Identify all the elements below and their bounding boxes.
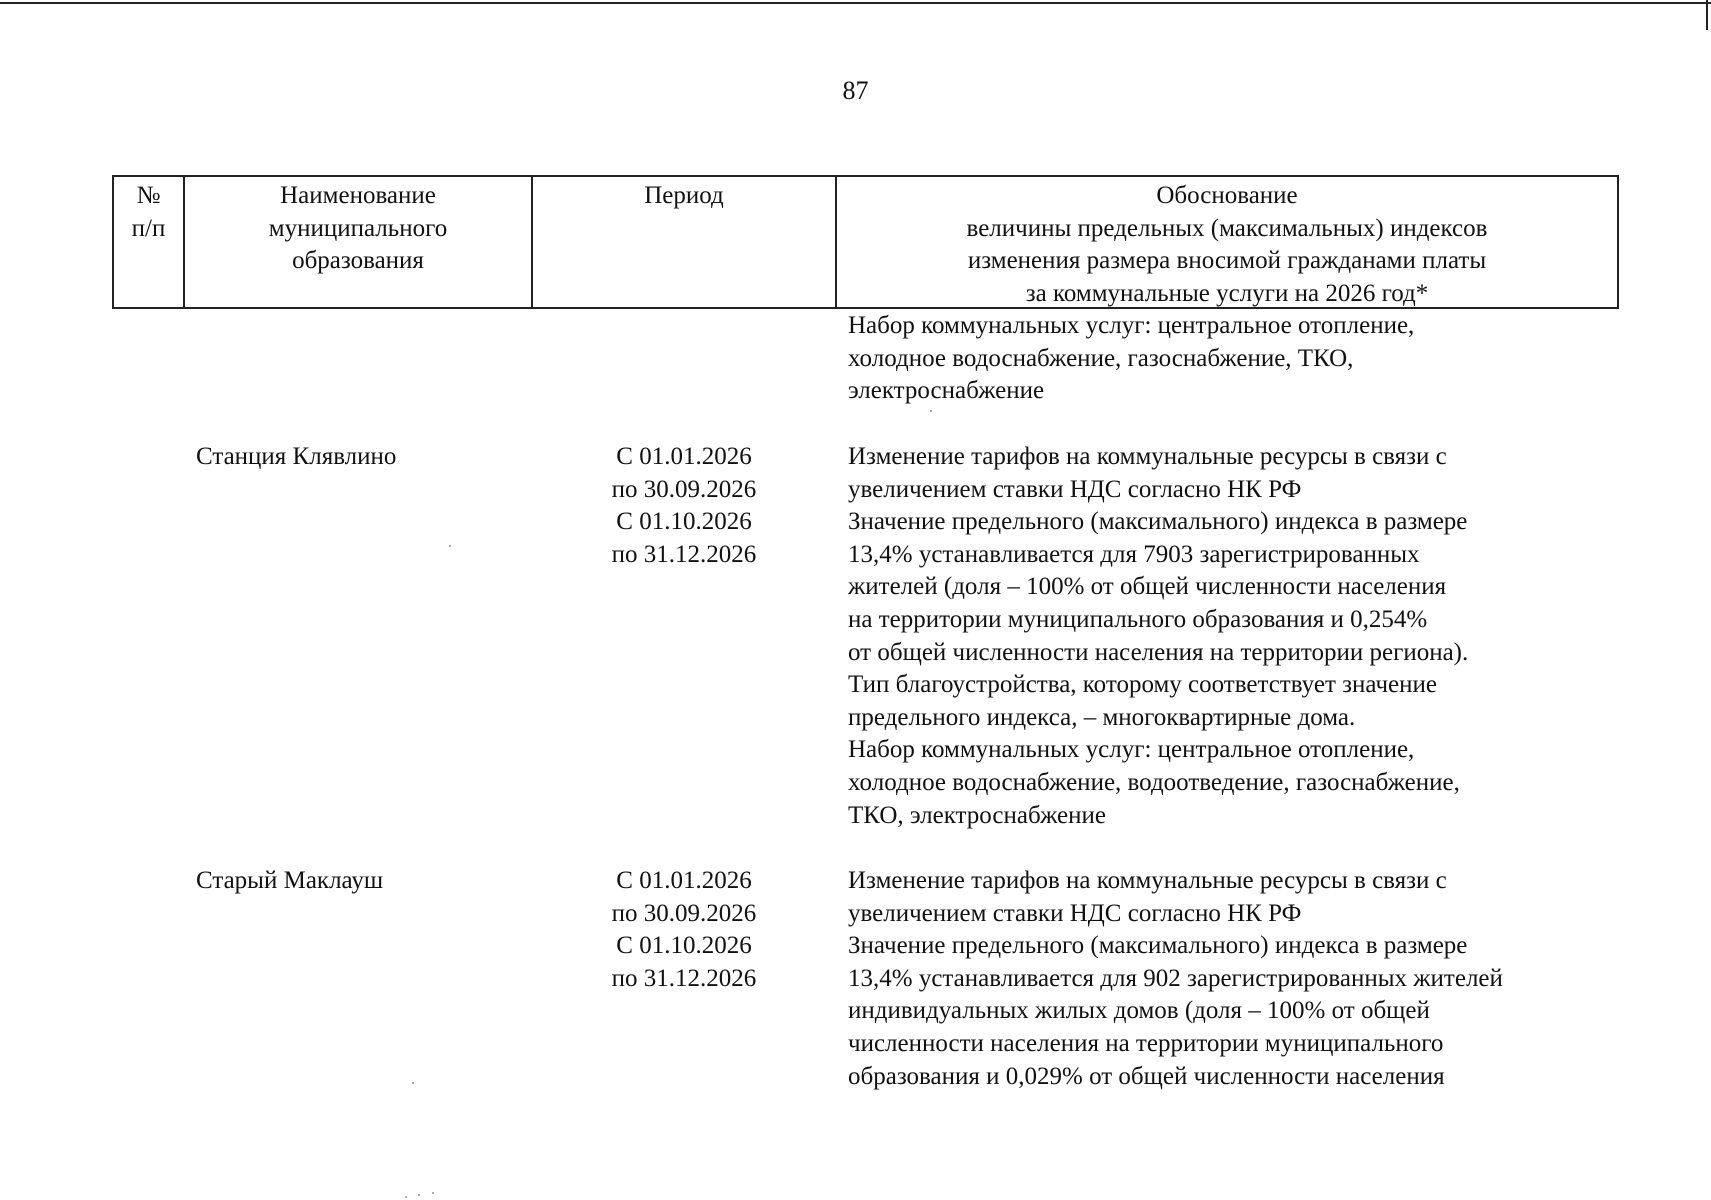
text-line: холодное водоснабжение, газоснабжение, ТКО, (848, 344, 1354, 372)
header-col-municipality-line: муниципального (268, 214, 448, 242)
period-line: по 30.09.2026 (611, 899, 757, 927)
justification-cell (848, 865, 1608, 1093)
header-col-municipality-line: образования (292, 247, 424, 274)
justification-cell (848, 441, 1608, 832)
period-line: С 01.01.2026 (616, 867, 752, 894)
header-col-justification-line: изменения размера вносимой гражданами платы (967, 247, 1487, 274)
scan-border-right (1706, 0, 1708, 30)
text-line: увеличением ставки НДС согласно НК РФ (848, 475, 1302, 503)
text-line: на территории муниципального образования и 0,254% (848, 605, 1428, 633)
period-line: С 01.10.2026 (616, 932, 752, 960)
header-col-municipality (185, 180, 531, 278)
text-line: ТКО, электроснабжение (848, 801, 1106, 829)
text-line: холодное водоснабжение, водоотведение, газоснабжение, (848, 768, 1460, 796)
header-col-number (114, 180, 183, 245)
period-cell (559, 865, 809, 995)
text-line: Значение предельного (максимального) индекса в размере (848, 508, 1468, 536)
text-line: предельного индекса, – многоквартирные дома. (848, 703, 1356, 731)
header-col-number-line: № (136, 182, 161, 209)
header-col-number-line: п/п (131, 214, 166, 242)
text-line: Набор коммунальных услуг: центральное отопление, (848, 736, 1415, 764)
header-col-municipality-line: Наименование (280, 182, 436, 209)
text-line: Набор коммунальных услуг: центральное отопление, (848, 312, 1415, 339)
text-line: 13,4% устанавливается для 902 зарегистрированных жителей (848, 964, 1503, 992)
period-line: С 01.10.2026 (616, 508, 752, 536)
header-col-period (533, 180, 835, 213)
text-line: 13,4% устанавливается для 7903 зарегистрированных (848, 540, 1420, 568)
period-line: по 31.12.2026 (611, 964, 757, 992)
period-line: по 31.12.2026 (611, 540, 757, 568)
period-cell (559, 441, 809, 571)
text-line: Значение предельного (максимального) индекса в размере (848, 932, 1468, 960)
municipality-name: Станция Клявлино (196, 443, 397, 470)
header-col-justification-line: величины предельных (максимальных) индексов (966, 214, 1488, 242)
justification-continuation (848, 310, 1608, 408)
header-col-period-line: Период (644, 182, 724, 209)
header-col-justification-line: за коммунальные услуги на 2026 год* (1025, 279, 1429, 307)
page-number: 87 (842, 76, 869, 105)
text-line: от общей численности населения на территории региона). (848, 638, 1469, 666)
text-line: Изменение тарифов на коммунальные ресурсы в связи с (848, 867, 1447, 894)
text-line: Тип благоустройства, которому соответствует значение (848, 671, 1438, 699)
municipality-name: Старый Маклауш (196, 867, 384, 894)
text-line: Изменение тарифов на коммунальные ресурсы в связи с (848, 443, 1447, 470)
period-line: по 30.09.2026 (611, 475, 757, 503)
text-line: электроснабжение (848, 377, 1045, 405)
header-col-justification (837, 180, 1617, 310)
period-line: С 01.01.2026 (616, 443, 752, 470)
text-line: образования и 0,029% от общей численности населения (848, 1062, 1445, 1090)
text-line: увеличением ставки НДС согласно НК РФ (848, 899, 1302, 927)
text-line: численности населения на территории муниципального (848, 1029, 1444, 1057)
header-col-justification-line: Обоснование (1156, 182, 1298, 209)
text-line: жителей (доля – 100% от общей численности населения (848, 573, 1447, 601)
scan-border-top (0, 2, 1711, 4)
text-line: индивидуальных жилых домов (доля – 100% от общей (848, 997, 1430, 1025)
